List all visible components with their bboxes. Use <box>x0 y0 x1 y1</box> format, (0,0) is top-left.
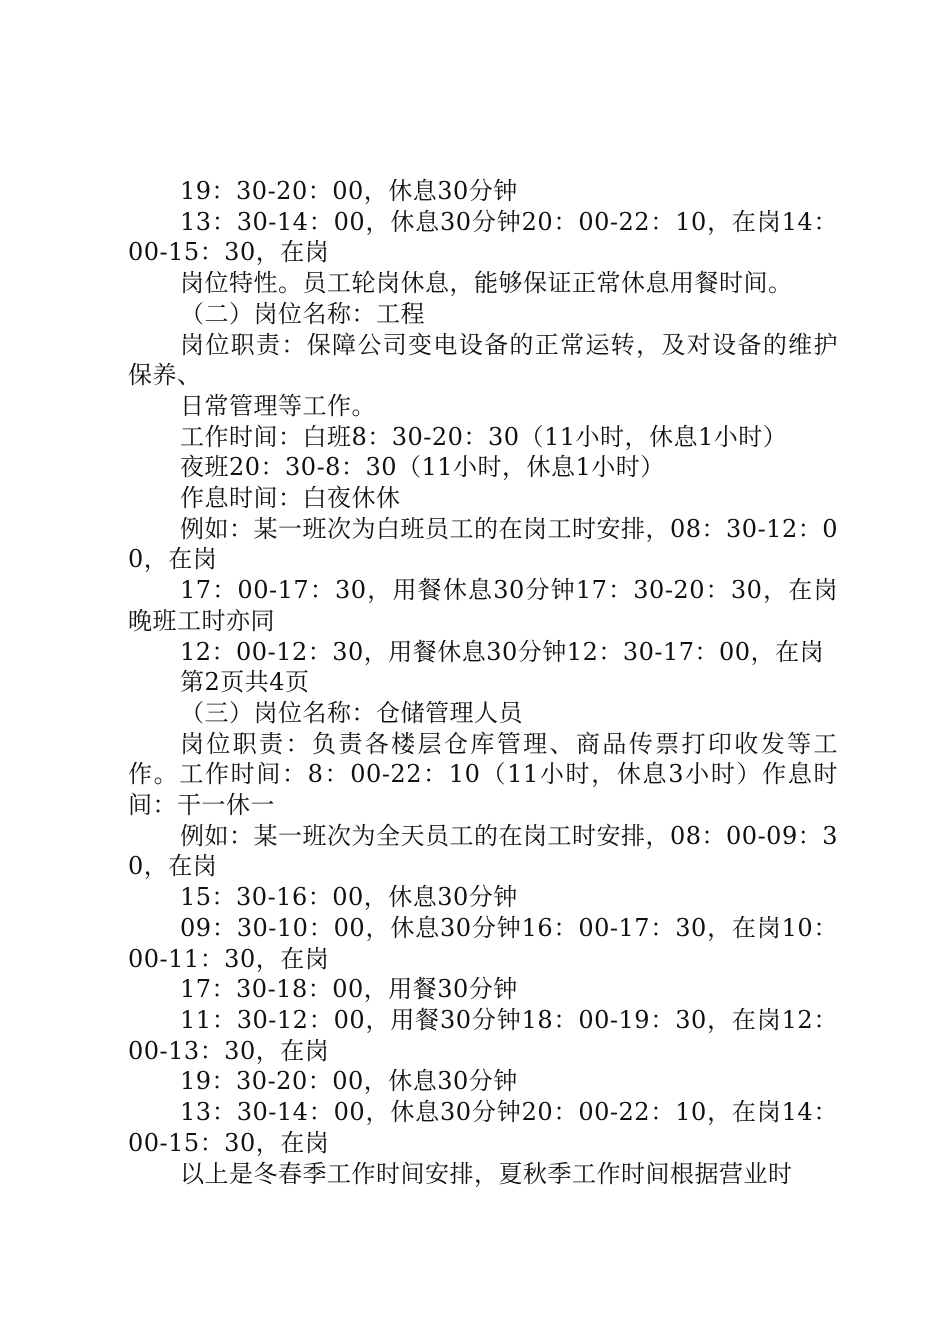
paragraph: 09：30-10：00，休息30分钟16：00-17：30，在岗10：00-11：30，在岗 <box>128 913 838 973</box>
paragraph: 13：30-14：00，休息30分钟20：00-22：10，在岗14：00-15：30，在岗 <box>128 207 838 267</box>
paragraph: 岗位职责：负责各楼层仓库管理、商品传票打印收发等工作。工作时间：8：00-22：10（11小时，休息3小时）作息时间：干一休一 <box>128 729 838 820</box>
paragraph: 17：00-17：30，用餐休息30分钟17：30-20：30，在岗晚班工时亦同 <box>128 576 838 635</box>
paragraph: 例如：某一班次为全天员工的在岗工时安排，08：00-09：30，在岗 <box>128 821 838 881</box>
paragraph: 12：00-12：30，用餐休息30分钟12：30-17：00，在岗 <box>180 637 825 666</box>
paragraph: 19：30-20：00，休息30分钟 <box>180 1067 518 1096</box>
section-heading: （三）岗位名称：仓储管理人员 <box>180 698 523 727</box>
paragraph: 19：30-20：00，休息30分钟 <box>180 177 518 205</box>
paragraph: 作息时间：白夜休休 <box>180 484 401 513</box>
paragraph: 以上是冬春季工作时间安排，夏秋季工作时间根据营业时 <box>180 1159 793 1188</box>
paragraph: 15：30-16：00，休息30分钟 <box>180 883 518 912</box>
document-body <box>128 176 838 1189</box>
paragraph: 工作时间：白班8：30-20：30（11小时，休息1小时） <box>180 422 788 451</box>
paragraph: 11：30-12：00，用餐30分钟18：00-19：30，在岗12：00-13：30，在岗 <box>128 1005 838 1065</box>
paragraph: 例如：某一班次为白班员工的在岗工时安排，08：30-12：00，在岗 <box>128 514 838 574</box>
paragraph: 岗位职责：保障公司变电设备的正常运转，及对设备的维护保养、 <box>128 330 838 390</box>
paragraph: 17：30-18：00，用餐30分钟 <box>180 975 518 1004</box>
paragraph: 13：30-14：00，休息30分钟20：00-22：10，在岗14：00-15：30，在岗 <box>128 1098 838 1157</box>
paragraph: 夜班20：30-8：30（11小时，休息1小时） <box>180 453 665 482</box>
paragraph: 日常管理等工作。 <box>180 391 376 420</box>
paragraph: 岗位特性。员工轮岗休息，能够保证正常休息用餐时间。 <box>180 269 793 298</box>
section-heading: （二）岗位名称：工程 <box>180 299 425 328</box>
page-number: 第2页共4页 <box>180 668 310 697</box>
